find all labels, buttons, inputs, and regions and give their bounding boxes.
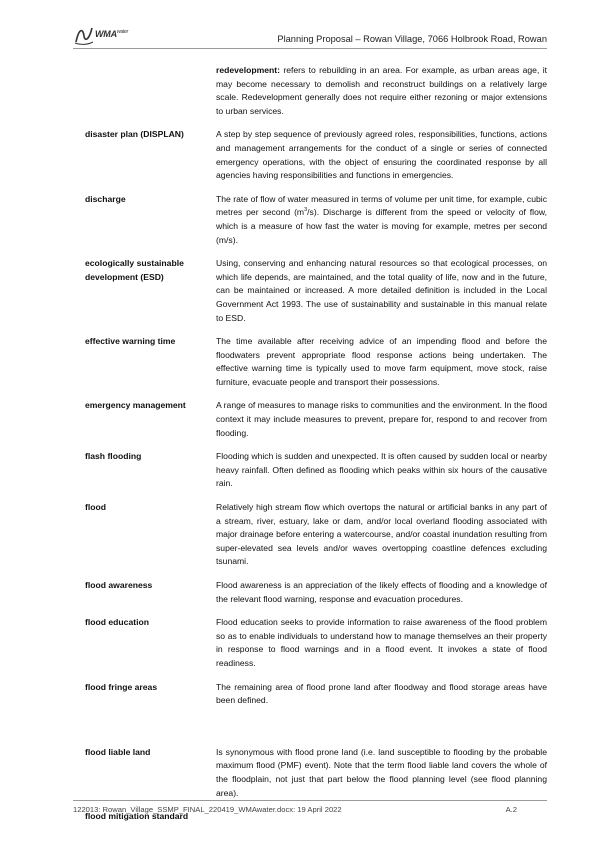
glossary-definition: Flood awareness is an appreciation of the likely effects of flooding and a knowledge of the relevant flood warning, response and evacuation procedures. xyxy=(216,580,547,604)
glossary-entry xyxy=(85,579,547,606)
glossary-definition: Relatively high stream flow which overtops the natural or artificial banks in any part of a stream, river, estuary, lake or dam, and/or local overland flooding associated with major drainage before entering a watercourse, and/or coastal inundation resulting from super-elevated sea levels and/or waves overtopping coastline defences excluding tsunami. xyxy=(216,502,547,567)
glossary-entry xyxy=(85,64,547,118)
glossary-term: effective warning time xyxy=(85,336,176,347)
glossary-term: emergency management xyxy=(85,400,186,411)
glossary-definition: The rate of flow of water measured in terms of volume per unit time, for example, cubic metres per second $(m^3/s)$. Discharge is different from the speed or velocity of flow, which is a measure of how fast the water is moving for example, metres per second (m/s). xyxy=(216,193,547,245)
glossary-term: flood xyxy=(85,502,106,513)
glossary-term: flood awareness xyxy=(85,580,153,590)
glossary-term: flood fringe areas xyxy=(85,681,158,692)
glossary-definition: A range of measures to manage risks to communities and the environment. In the flood context it may include measures to prevent, prepare for, respond to and recover from flooding. xyxy=(216,400,547,438)
glossary-content xyxy=(85,64,547,834)
glossary-entry xyxy=(85,257,547,325)
glossary-entry xyxy=(85,193,547,247)
wma-water-logo xyxy=(73,24,143,46)
glossary-entry xyxy=(85,616,547,670)
glossary-definition: Flooding which is sudden and unexpected. It is often caused by sudden local or nearby heavy rainfall. Often defined as flooding which peaks within six hours of the causative rain. xyxy=(216,451,547,489)
logo-wordmark: $WMA^{water}$ xyxy=(95,29,129,39)
glossary-entry xyxy=(85,501,547,569)
footer-document-info: 122013: Rowan_Village_SSMP_FINAL_220419_WMAwater.docx: 19 April 2022 xyxy=(73,805,342,814)
glossary-entry xyxy=(85,681,547,708)
glossary-term: flash flooding xyxy=(85,451,142,462)
glossary-definition: redevelopment: refers to rebuilding in an area. For example, as urban areas age, it may become necessary to demolish and reconstruct buildings on a relatively large scale. Redevelopment generally does not require either rezoning or major extensions to urban services. xyxy=(216,65,547,116)
glossary-definition: The time available after receiving advice of an impending flood and before the floodwaters prevent appropriate flood response actions being undertaken. The effective warning time is typically used to move farm equipment, move stock, raise furniture, evacuate people and transport their possessions. xyxy=(216,336,547,387)
wave-logo-icon xyxy=(73,24,95,46)
glossary-definition: Using, conserving and enhancing natural resources so that ecological processes, on which life depends, are maintained, and the total quality of life, now and in the future, can be maintained or increased. A more detailed definition is included in the Local Government Act 1993. The use of sustainability and sustainable in this manual relate to ESD. xyxy=(216,258,547,323)
page-number: A.2 xyxy=(505,805,517,814)
header-title: Planning Proposal – Rowan Village, 7066 Holbrook Road, Rowan xyxy=(277,34,547,44)
glossary-entry xyxy=(85,399,547,440)
glossary-term: flood liable land xyxy=(85,746,151,757)
glossary-definition: Is synonymous with flood prone land (i.e. land susceptible to flooding by the probable maximum flood (PMF) event). Note that the term flood liable land covers the whole of the floodplain, not just that part below the flood planning level (see flood planning area). xyxy=(216,746,547,798)
glossary-term: ecologically sustainable development (ESD) xyxy=(85,258,184,282)
glossary-term xyxy=(85,64,216,118)
glossary-definition: Flood education seeks to provide information to raise awareness of the flood problem so as to enable individuals to understand how to manage themselves an their property in response to flood warnings and in a flood event. It invokes a state of flood readiness. xyxy=(216,617,547,668)
glossary-entry xyxy=(85,335,547,389)
glossary-definition: A step by step sequence of previously agreed roles, responsibilities, functions, actions and management arrangements for the conduct of a single or series of connected emergency operations, with the object of ensuring the coordinated response by all agencies having responsibilities and functions in emergencies. xyxy=(216,129,547,181)
glossary-entry xyxy=(85,128,547,182)
glossary-term: flood education xyxy=(85,617,149,628)
glossary-term: flood mitigation standard xyxy=(85,811,189,822)
glossary-term: disaster plan (DISPLAN) xyxy=(85,129,184,140)
glossary-entry xyxy=(85,746,547,800)
page-header xyxy=(73,22,547,49)
page-footer xyxy=(73,800,547,814)
glossary-definition: The remaining area of flood prone land after floodway and flood storage areas have been defined. xyxy=(216,681,547,706)
glossary-entry xyxy=(85,450,547,491)
glossary-term: discharge xyxy=(85,193,126,204)
